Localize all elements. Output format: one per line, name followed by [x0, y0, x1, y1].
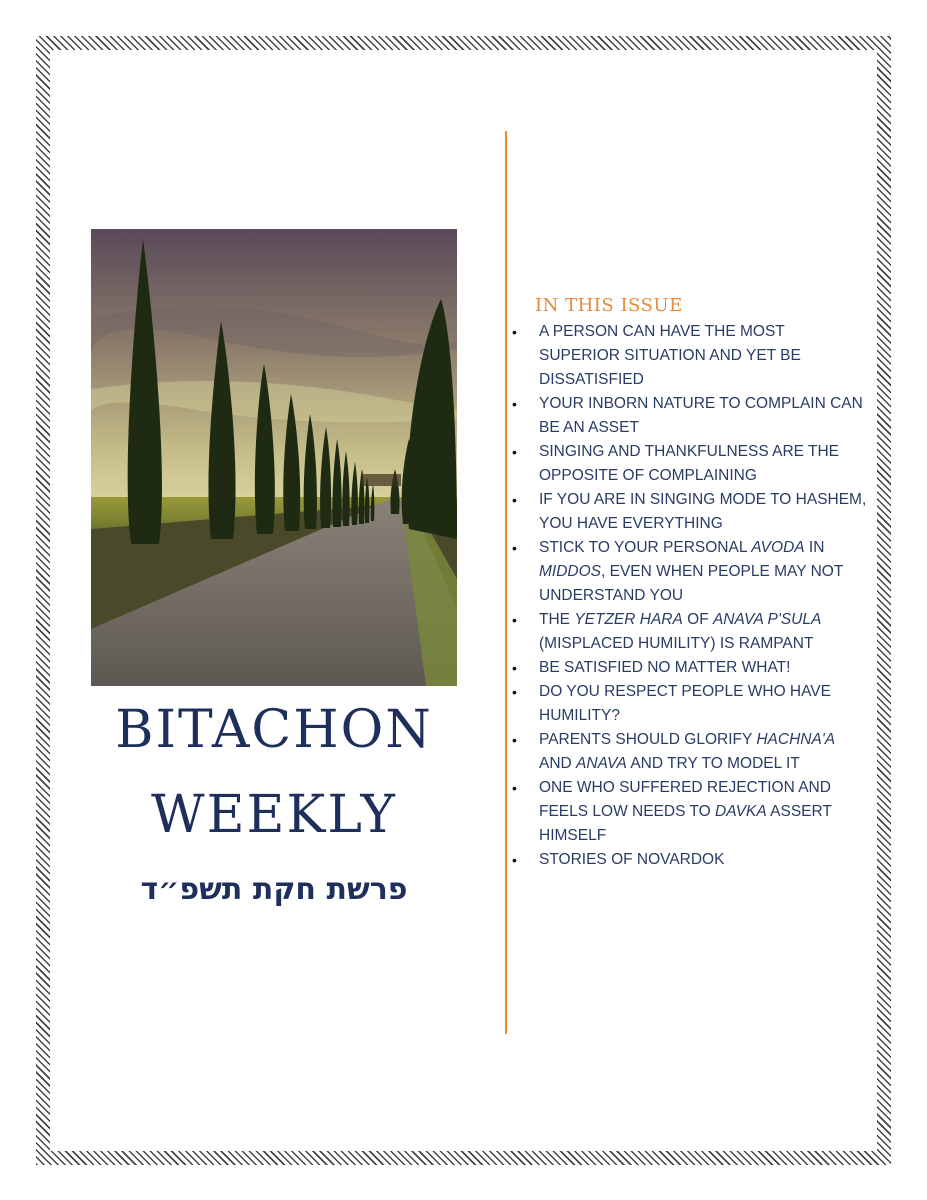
bullet-icon: •	[512, 612, 517, 628]
issue-topic-text: AND	[539, 755, 577, 772]
bullet-icon: •	[512, 684, 517, 700]
issue-topic-text: IF YOU ARE IN SINGING MODE TO HASHEM, YOU HAVE EVERYTHING	[539, 491, 867, 532]
issue-topic-text: YOUR INBORN NATURE TO COMPLAIN CAN BE AN ASSET	[539, 395, 863, 436]
issue-topic-text: STICK TO YOUR PERSONAL	[539, 539, 752, 556]
issue-topic-text: AND TRY TO MODEL IT	[626, 755, 800, 772]
bullet-icon: •	[512, 660, 517, 676]
hebrew-parsha-subtitle: פרשת חקת תשפ״ד	[140, 872, 408, 907]
issue-topic-text: ONE WHO SUFFERED REJECTION AND FEELS LOW NEEDS TO	[539, 779, 831, 820]
bullet-icon: •	[512, 444, 517, 460]
issue-topic-item	[512, 608, 867, 656]
issue-topic-text: THE	[539, 611, 575, 628]
issue-topic-item	[512, 320, 867, 392]
issue-topic-text: STORIES OF NOVARDOK	[539, 851, 725, 868]
issue-topic-item	[512, 536, 867, 608]
issue-topic-item	[512, 488, 867, 536]
issue-topic-text: PARENTS SHOULD GLORIFY	[539, 731, 757, 748]
bullet-icon: •	[512, 780, 517, 796]
issue-topic-italic-term: YETZER HARA	[574, 611, 683, 628]
issue-topic-text: ASSERT HIMSELF	[539, 803, 832, 844]
issue-topic-item	[512, 728, 867, 776]
issue-topic-text: OF	[682, 611, 713, 628]
bullet-icon: •	[512, 732, 517, 748]
bullet-icon: •	[512, 852, 517, 868]
issue-topic-text: , EVEN WHEN PEOPLE MAY NOT UNDERSTAND YOU	[539, 563, 844, 604]
issue-topic-item	[512, 440, 867, 488]
issue-topic-italic-term: DAVKA	[715, 803, 767, 820]
issue-topic-text: DO YOU RESPECT PEOPLE WHO HAVE HUMILITY?	[539, 683, 831, 724]
issue-topic-italic-term: MIDDOS	[539, 563, 601, 580]
cover-photo	[91, 229, 457, 686]
column-divider	[505, 131, 507, 1034]
bullet-icon: •	[512, 396, 517, 412]
issue-topic-italic-term: HACHNA'A	[756, 731, 836, 748]
issue-topic-text: A PERSON CAN HAVE THE MOST SUPERIOR SITUATION AND YET BE DISSATISFIED	[539, 323, 801, 388]
issue-topic-text: IN	[804, 539, 825, 556]
cypress-road-photo-icon	[91, 229, 457, 686]
issue-topic-item	[512, 392, 867, 440]
issue-topic-italic-term: ANAVA P'SULA	[712, 611, 822, 628]
issue-topic-text: (MISPLACED HUMILITY) IS RAMPANT	[539, 635, 814, 652]
issue-topics-list	[512, 320, 867, 872]
issue-topic-item	[512, 776, 867, 848]
issue-topic-text: BE SATISFIED NO MATTER WHAT!	[539, 659, 791, 676]
issue-topic-item	[512, 656, 867, 680]
cover-title-line2: WEEKLY	[151, 785, 397, 845]
issue-topic-text: SINGING AND THANKFULNESS ARE THE OPPOSITE OF COMPLAINING	[539, 443, 840, 484]
bullet-icon: •	[512, 324, 517, 340]
bullet-icon: •	[512, 540, 517, 556]
issue-topic-item	[512, 848, 867, 872]
issue-topic-italic-term: AVODA	[751, 539, 805, 556]
in-this-issue-heading: IN THIS ISSUE	[535, 295, 683, 316]
bullet-icon: •	[512, 492, 517, 508]
cover-title-line1: BITACHON	[115, 700, 433, 760]
issue-topic-italic-term: ANAVA	[576, 755, 627, 772]
issue-topic-item	[512, 680, 867, 728]
